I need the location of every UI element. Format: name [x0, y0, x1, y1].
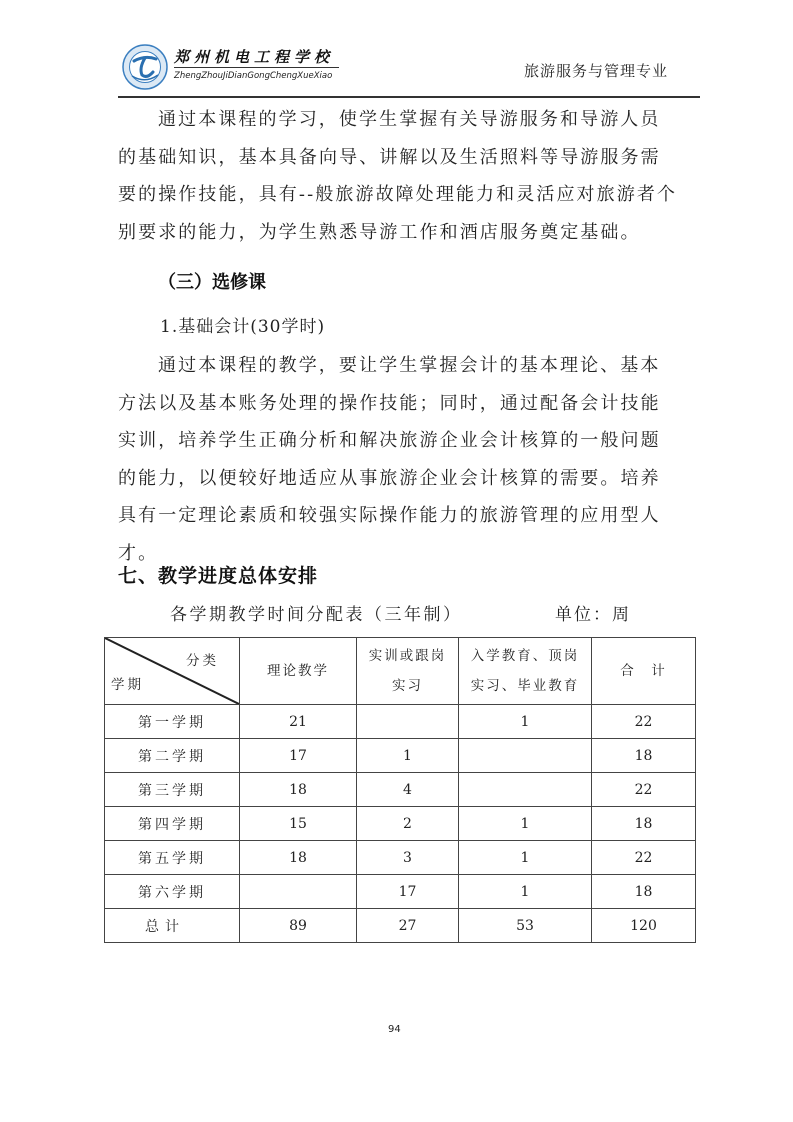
- header-practice: [357, 638, 459, 705]
- header-total-text: 合 计: [620, 663, 667, 679]
- cell-other: 53: [459, 909, 592, 943]
- header-theory: [240, 638, 357, 705]
- school-name-cn: 郑州机电工程学校: [174, 48, 335, 66]
- page-header: [118, 40, 694, 96]
- cell-theory: 21: [240, 705, 357, 739]
- cell-practice: 27: [357, 909, 459, 943]
- course-title-accounting: 1.基础会计(30学时): [160, 317, 326, 337]
- cell-theory: 15: [240, 807, 357, 841]
- header-other-text: 入学教育、顶岗实习、毕业教育: [470, 648, 580, 694]
- cell-practice: 3: [357, 841, 459, 875]
- corner-label-term: 学期: [111, 677, 144, 693]
- cell-term: 第四学期: [105, 807, 240, 841]
- cell-practice: 17: [357, 875, 459, 909]
- cell-practice: 1: [357, 739, 459, 773]
- cell-total: 18: [592, 875, 696, 909]
- cell-theory: 17: [240, 739, 357, 773]
- table-header-row: [105, 638, 696, 705]
- section-heading-schedule: 七、教学进度总体安排: [118, 565, 319, 587]
- cell-practice: [357, 705, 459, 739]
- cell-total: 120: [592, 909, 696, 943]
- school-name-en: ZhengZhouJiDianGongChengXueXiao: [174, 71, 333, 81]
- cell-term: 第五学期: [105, 841, 240, 875]
- cell-other: 1: [459, 875, 592, 909]
- header-other: [459, 638, 592, 705]
- corner-label-category: 分类: [186, 653, 219, 669]
- cell-theory: [240, 875, 357, 909]
- table-unit: 单位：周: [555, 605, 631, 625]
- section-heading-electives: （三）选修课: [158, 272, 266, 293]
- cell-theory: 89: [240, 909, 357, 943]
- table-row: [105, 773, 696, 807]
- cell-term: 第六学期: [105, 875, 240, 909]
- table-row: [105, 807, 696, 841]
- cell-other: [459, 739, 592, 773]
- cell-total: 18: [592, 807, 696, 841]
- table-row: [105, 705, 696, 739]
- cell-total: 22: [592, 705, 696, 739]
- cell-theory: 18: [240, 841, 357, 875]
- table-total-row: [105, 909, 696, 943]
- cell-term: 总计: [105, 909, 240, 943]
- cell-practice: 4: [357, 773, 459, 807]
- header-theory-text: 理论教学: [267, 663, 329, 679]
- cell-practice: 2: [357, 807, 459, 841]
- header-total: [592, 638, 696, 705]
- header-rule: [118, 96, 700, 98]
- table-caption: 各学期教学时间分配表（三年制）: [170, 605, 463, 625]
- cell-term: 第二学期: [105, 739, 240, 773]
- schedule-table: [104, 637, 696, 943]
- cell-theory: 18: [240, 773, 357, 807]
- table-row: [105, 875, 696, 909]
- school-name-divider: [174, 67, 339, 68]
- corner-header-cell: [105, 638, 240, 705]
- cell-total: 22: [592, 773, 696, 807]
- cell-other: 1: [459, 705, 592, 739]
- table-row: [105, 739, 696, 773]
- cell-other: [459, 773, 592, 807]
- cell-total: 22: [592, 841, 696, 875]
- cell-total: 18: [592, 739, 696, 773]
- table-row: [105, 841, 696, 875]
- accounting-description-paragraph: 通过本课程的教学，要让学生掌握会计的基本理论、基本方法以及基本账务处理的操作技能；同时，通过配备会计技能实训，培养学生正确分析和解决旅游企业会计核算的一般问题的能力，以便较好地适应从事旅游企业会计核算的需要。培养具有一定理论素质和较强实际操作能力的旅游管理的应用型人才。: [118, 355, 661, 564]
- page-number: 94: [388, 1024, 401, 1035]
- cell-term: 第一学期: [105, 705, 240, 739]
- course-description-paragraph: 通过本课程的学习，使学生掌握有关导游服务和导游人员的基础知识，基本具备向导、讲解以及生活照料等导游服务需要的操作技能，具有--般旅游故障处理能力和灵活应对旅游者个别要求的能力，为学生熟悉导游工作和酒店服务奠定基础。: [118, 109, 678, 243]
- header-practice-text: 实训或跟岗实习: [368, 648, 447, 694]
- major-title: 旅游服务与管理专业: [523, 62, 668, 80]
- cell-other: 1: [459, 841, 592, 875]
- cell-term: 第三学期: [105, 773, 240, 807]
- cell-other: 1: [459, 807, 592, 841]
- school-emblem-icon: [122, 44, 168, 90]
